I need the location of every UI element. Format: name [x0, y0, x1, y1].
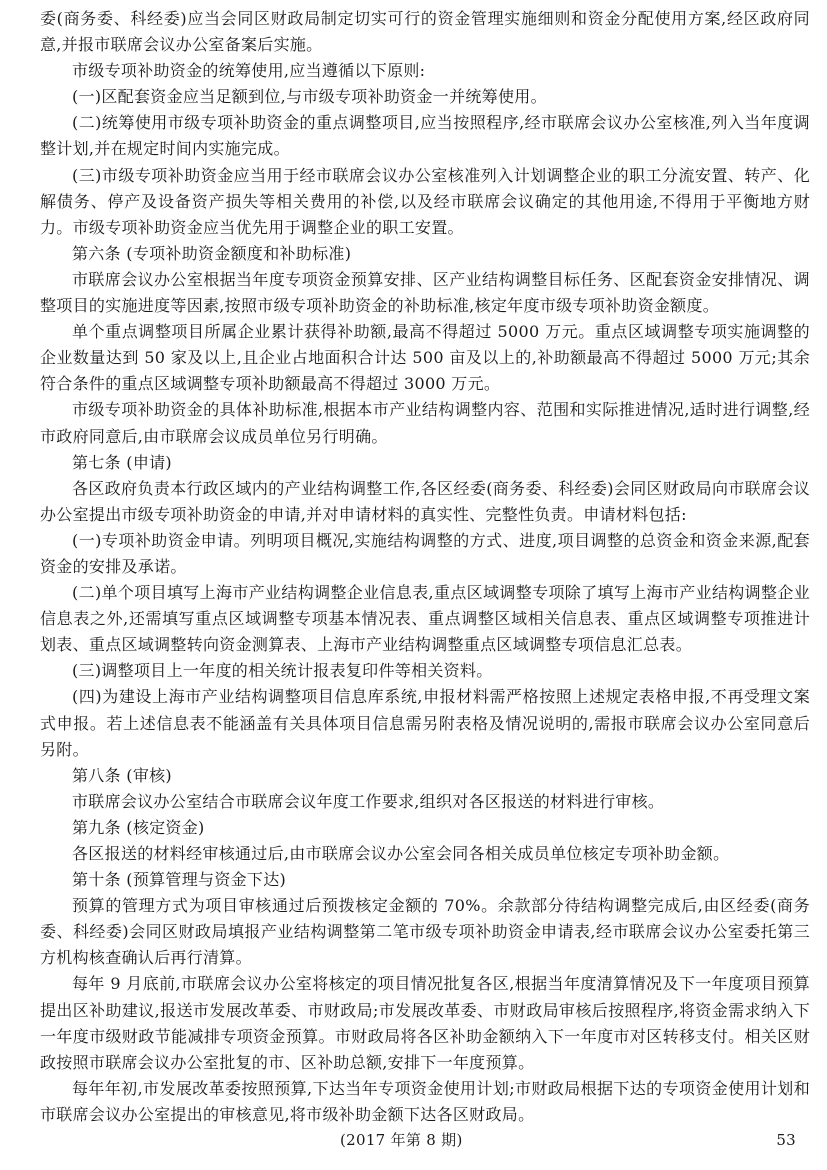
paragraph: 市联席会议办公室结合市联席会议年度工作要求,组织对各区报送的材料进行审核。	[72, 791, 665, 811]
document-body	[40, 6, 810, 1128]
paragraph: 每年年初,市发展改革委按照预算,下达当年专项资金使用计划;市财政局根据下达的专项资金使用计划和市联席会议办公室提出的审核意见,将市级补助金额下达各区财政局。	[40, 1078, 810, 1124]
paragraph: (三)市级专项补助资金应当用于经市联席会议办公室核准列入计划调整企业的职工分流安置、转产、化解债务、停产及设备资产损失等相关费用的补偿,以及经市联席会议确定的其他用途,不得用于平衡地方财力。市级专项补助资金应当优先用于调整企业的职工安置。	[40, 165, 810, 237]
paragraph: 每年 9 月底前,市联席会议办公室将核定的项目情况批复各区,根据当年度清算情况及下一年度项目预算提出区补助建议,报送市发展改革委、市财政局;市发展改革委、市财政局审核后按照程序,将资金需求纳入下一年度市级财政节能减排专项资金预算。市财政局将各区补助金额纳入下一年度市对区转移支付。相关区财政按照市联席会议办公室批复的市、区补助总额,安排下一年度预算。	[40, 974, 810, 1072]
article-heading: 第十条 (预算管理与资金下达)	[72, 870, 287, 890]
paragraph: 各区政府负责本行政区域内的产业结构调整工作,各区经委(商务委、科经委)会同区财政局向市联席会议办公室提出市级专项补助资金的申请,并对申请材料的真实性、完整性负责。申请材料包括:	[40, 478, 810, 524]
page-footer	[40, 1127, 810, 1153]
paragraph: (二)单个项目填写上海市产业结构调整企业信息表,重点区域调整专项除了填写上海市产业结构调整企业信息表之外,还需填写重点区域调整专项基本情况表、重点调整区域相关信息表、重点区域调整专项推进计划表、重点区域调整转向资金测算表、上海市产业结构调整重点区域调整专项信息汇总表。	[40, 583, 810, 655]
paragraph: 市级专项补助资金的统筹使用,应当遵循以下原则:	[72, 61, 426, 81]
paragraph: 预算的管理方式为项目审核通过后预拨核定金额的 70%。余款部分待结构调整完成后,由区经委(商务委、科经委)会同区财政局填报产业结构调整第二笔市级专项补助资金申请表,经市联席会议办公室委托第三方机构核查确认后再行清算。	[40, 896, 810, 968]
paragraph: (一)专项补助资金申请。列明项目概况,实施结构调整的方式、进度,项目调整的总资金和资金来源,配套资金的安排及承诺。	[40, 530, 810, 576]
paragraph: 委(商务委、科经委)应当会同区财政局制定切实可行的资金管理实施细则和资金分配使用方案,经区政府同意,并报市联席会议办公室备案后实施。	[40, 9, 810, 55]
paragraph: (三)调整项目上一年度的相关统计报表复印件等相关资料。	[72, 661, 493, 681]
issue-label: (2017 年第 8 期)	[340, 1131, 463, 1149]
paragraph: 单个重点调整项目所属企业累计获得补助额,最高不得超过 5000 万元。重点区域调整专项实施调整的企业数量达到 50 家及以上,且企业占地面积合计达 500 亩及以上的,补助额最高不得超过 5000 万元;其余符合条件的重点区域调整专项补助额最高不得超过 3000 万元。	[40, 322, 810, 394]
paragraph: (一)区配套资金应当足额到位,与市级专项补助资金一并统筹使用。	[72, 87, 547, 107]
article-heading: 第六条 (专项补助资金额度和补助标准)	[72, 243, 352, 263]
paragraph: 市联席会议办公室根据当年度专项资金预算安排、区产业结构调整目标任务、区配套资金安排情况、调整项目的实施进度等因素,按照市级专项补助资金的补助标准,核定年度市级专项补助资金额度。	[40, 269, 810, 316]
article-heading: 第八条 (审核)	[72, 765, 172, 785]
paragraph: (二)统筹使用市级专项补助资金的重点调整项目,应当按照程序,经市联席会议办公室核准,列入当年度调整计划,并在规定时间内实施完成。	[40, 113, 810, 159]
paragraph: (四)为建设上海市产业结构调整项目信息库系统,申报材料需严格按照上述规定表格申报,不再受理文案式申报。若上述信息表不能涵盖有关具体项目信息需另附表格及情况说明的,需报市联席会议办公室同意后另附。	[40, 687, 810, 759]
article-heading: 第九条 (核定资金)	[72, 817, 205, 837]
page-number: 53	[776, 1131, 796, 1149]
paragraph: 市级专项补助资金的具体补助标准,根据本市产业结构调整内容、范围和实际推进情况,适时进行调整,经市政府同意后,由市联席会议成员单位另行明确。	[40, 400, 810, 446]
paragraph: 各区报送的材料经审核通过后,由市联席会议办公室会同各相关成员单位核定专项补助金额。	[72, 844, 730, 863]
article-heading: 第七条 (申请)	[72, 452, 172, 472]
